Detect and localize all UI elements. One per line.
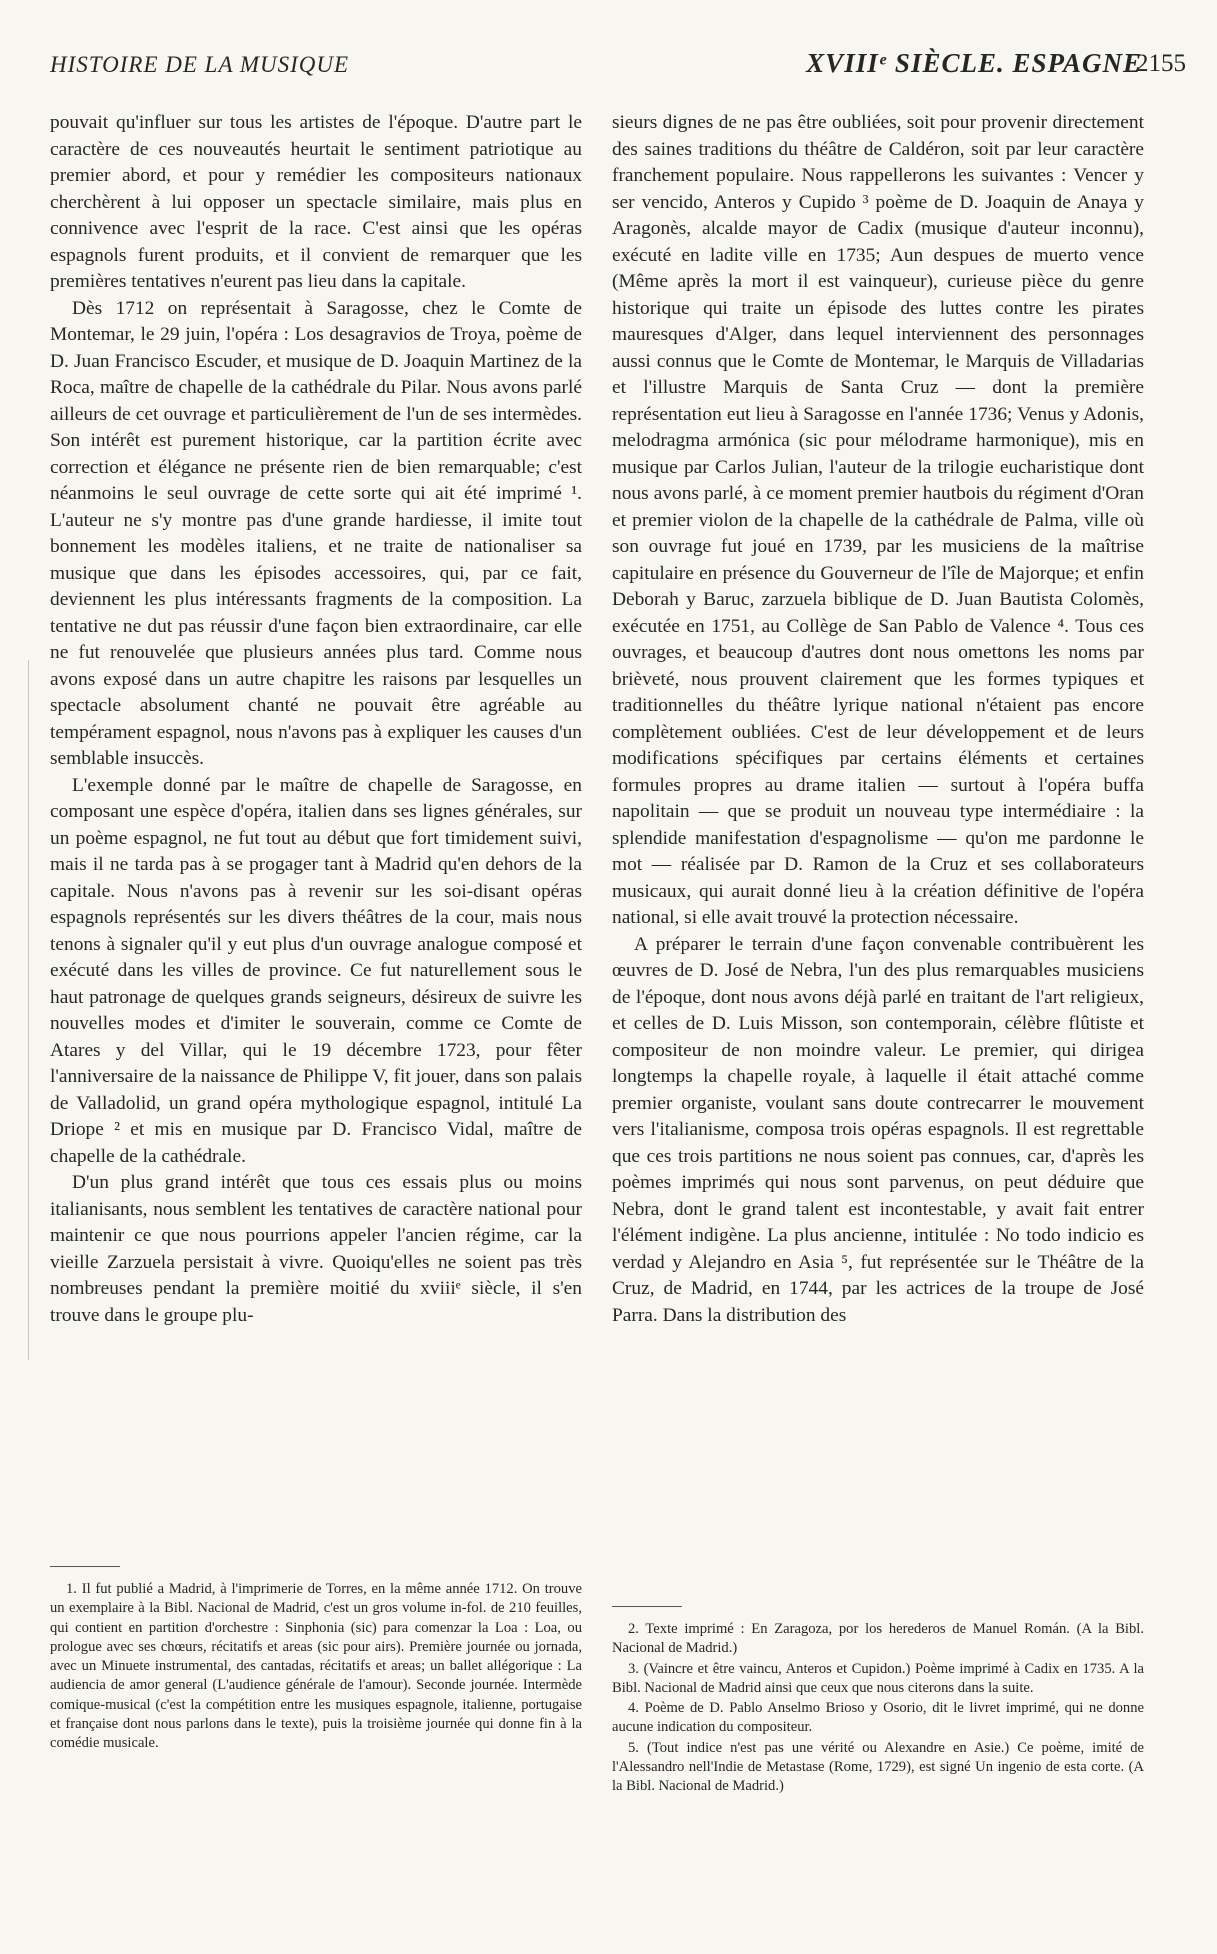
footnote: 5. (Tout indice n'est pas une vérité ou Alexandre en Asie.) Ce poème, imité de l'Alessandro nell'Indie de Metastase (Rome, 1729), est signé Un ingenio de esta corte. (A la Bibl. Nacional de Madrid.) bbox=[612, 1739, 1144, 1795]
running-title-left: HISTOIRE DE LA MUSIQUE bbox=[50, 52, 350, 77]
footnotes-left bbox=[50, 1580, 582, 1755]
footnote-rule-right bbox=[612, 1606, 682, 1607]
paragraph: D'un plus grand intérêt que tous ces essais plus ou moins italianisants, nous semblent les tentatives de caractère national pour maintenir ce que nous pourrions appeler l'ancien régime, car la vieille Zarzuela persistait à vivre. Quoiqu'elles ne soient pas très nombreuses pendant la première moitié du xviiiᵉ siècle, il s'en trouve dans le groupe plu- bbox=[50, 1172, 582, 1326]
footnote-rule-left bbox=[50, 1566, 120, 1567]
page-number: 2155 bbox=[1136, 50, 1186, 77]
paragraph: Dès 1712 on représentait à Saragosse, chez le Comte de Montemar, le 29 juin, l'opéra : Los desagravios de Troya, poème de D. Juan Francisco Escuder, et musique de D. Joaquin Martinez de la Roca, maître de chapelle de la cathédrale du Pilar. Nous avons parlé ailleurs de cet ouvrage et particulièrement de l'un de ses intermèdes. Son intérêt est purement historique, car la partition écrite avec correction et élégance ne présente rien de bien remarquable; c'est néanmoins le seul ouvrage de cette sorte qui ait été imprimé ¹. L'auteur ne s'y montre pas d'une grande hardiesse, il imite tout bonnement les modèles italiens, et ne traite de nationaliser sa musique que dans les épisodes accessoires, qui, par ce fait, deviennent les plus intéressants fragments de la composition. La tentative ne dut pas réussir d'une façon bien extraordinaire, car elle ne fut renouvelée que plusieurs années plus tard. Comme nous avons exposé dans un autre chapitre les raisons par lesquelles un spectacle absolument chanté ne pouvait être agréable au tempérament espagnol, nous n'avons pas à expliquer les causes d'un semblable insuccès. bbox=[50, 297, 582, 769]
footnotes-right bbox=[612, 1620, 1144, 1798]
paragraph: A préparer le terrain d'une façon convenable contribuèrent les œuvres de D. José de Nebra, l'un des plus remarquables musiciens de l'époque, dont nous avons déjà parlé en traitant de l'art religieux, et celles de D. Luis Misson, son contemporain, célèbre flûtiste et compositeur de non moindre valeur. Le premier, qui dirigea longtemps la chapelle royale, à laquelle il était attaché comme premier organiste, voulant sans doute contrecarrer le mouvement vers l'italianisme, composa trois opéras espagnols. Il est regrettable que ces trois partitions ne nous soient pas connues, car, d'après les poèmes imprimés qui nous sont parvenus, on peut déduire que Nebra, dont le grand talent est incontestable, y avait fait entrer l'élément indigène. La plus ancienne, intitulée : No todo indicio es verdad y Alejandro en Asia ⁵, fut représentée sur le Théâtre de la Cruz, de Madrid, en 1744, par les actrices de la troupe de José Parra. Dans la distribution des bbox=[612, 933, 1144, 1326]
paragraph: L'exemple donné par le maître de chapelle de Saragosse, en composant une espèce d'opéra, italien dans ses lignes générales, sur un poème espagnol, ne fut tout au début que fort timidement suivi, mais il ne tarda pas à se progager tant à Madrid qu'en dehors de la capitale. Nous n'avons pas à revenir sur les soi-disant opéras espagnols représentés sur les divers théâtres de la cour, mais nous tenons à signaler qu'il y eut plus d'un ouvrage analogue composé et exécuté dans les villes de province. Ce fut naturellement sous le haut patronage de quelques grands seigneurs, désireux de suivre les nouvelles modes et d'imiter le souverain, comme ce Comte de Atares y del Villar, qui le 19 décembre 1723, pour fêter l'anniversaire de la naissance de Philippe V, fit jouer, dans son palais de Valladolid, un grand opéra mythologique espagnol, intitulé La Driope ² et mis en musique par D. Francisco Vidal, maître de chapelle de la cathédrale. bbox=[50, 774, 582, 1167]
paragraph: pouvait qu'influer sur tous les artistes de l'époque. D'autre part le caractère de ces nouveautés heurtait le sentiment patriotique au premier abord, et pour y remédier les compositeurs nationaux cherchèrent à lui opposer un spectacle similaire, mais plus en connivence avec l'esprit de la race. C'est ainsi que les opéras espagnols furent produits, et il convient de remarquer que les premières tentatives n'eurent pas lieu dans la capitale. bbox=[50, 112, 582, 292]
footnote: 2. Texte imprimé : En Zaragoza, por los herederos de Manuel Román. (A la Bibl. Nacional de Madrid.) bbox=[612, 1621, 1144, 1657]
running-title-right: XVIIIᵉ SIÈCLE. ESPAGNE bbox=[806, 48, 1142, 78]
page-edge-shadow bbox=[28, 660, 29, 1360]
right-column bbox=[612, 110, 1144, 1329]
paragraph: sieurs dignes de ne pas être oubliées, soit pour provenir directement des saines traditions du théâtre de Caldéron, soit par leur caractère franchement populaire. Nous rappellerons les suivantes : Vencer y ser vencido, Anteros y Cupido ³ poème de D. Joaquin de Anaya y Aragonès, alcalde mayor de Cadix (musique d'auteur inconnu), exécuté en ladite ville en 1735; Aun despues de muerto vence (Même après la mort il est vainqueur), curieuse pièce du genre historique qui traite un épisode des luttes contre les pirates mauresques d'Alger, dans lequel interviennent des personnages aussi connus que le Comte de Montemar, le Marquis de Villadarias et l'illustre Marquis de Santa Cruz — dont la première représentation eut lieu à Saragosse en l'année 1736; Venus y Adonis, melodragma armónica (sic pour mélodrame harmonique), mis en musique par Carlos Julian, l'auteur de la trilogie eucharistique dont nous avons parlé, à ce moment premier hautbois du régiment d'Oran et premier violon de la chapelle de la cathédrale de Palma, ville où son ouvrage fut joué en 1739, par les musiciens de la maîtrise capitulaire en présence du Gouverneur de l'île de Majorque; et enfin Deborah y Baruc, zarzuela biblique de D. Juan Bautista Colomès, exécutée en 1751, au Collège de San Pablo de Valence ⁴. Tous ces ouvrages, et beaucoup d'autres dont nous omettons les noms par brièveté, nous prouvent clairement que les formes typiques et traditionnelles du théâtre lyrique national n'étaient pas encore complètement oubliées. C'est de leur développement et de leurs modifications spécifiques par certains éléments et certaines formules propres au drame italien — surtout à l'opéra buffa napolitain — que se produit un nouveau type intermédiaire : la splendide manifestation d'espagnolisme — qu'on me pardonne le mot — réalisée par D. Ramon de la Cruz et ses collaborateurs musicaux, qui aurait donné lieu à la création définitive de l'opéra national, si elle avait trouvé la protection nécessaire. bbox=[612, 112, 1144, 928]
footnote: 1. Il fut publié a Madrid, à l'imprimerie de Torres, en la même année 1712. On trouve un exemplaire à la Bibl. Nacional de Madrid, c'est un gros volume in-fol. de 210 feuilles, qui contient en partition d'orchestre : Sinphonia (sic) para comenzar la Loa : Loa, ou prologue avec ses chœurs, récitatifs et areas (sic pour airs). Première journée ou jornada, avec un Minuete instrumental, des cantadas, récitatifs et areas; un ballet allégorique : La audiencia de amor general (L'audience générale de l'amour). Seconde journée. Intermède comique-musical (c'est la compétition entre les musiques espagnole, italienne, portugaise et française dont nous parlons dans le texte), puis la troisième journée qui donne fin à la comédie musicale. bbox=[50, 1581, 582, 1752]
running-header bbox=[50, 48, 1186, 86]
footnote: 3. (Vaincre et être vaincu, Anteros et Cupidon.) Poème imprimé à Cadix en 1735. A la Bibl. Nacional de Madrid ainsi que ceux que nous citerons dans la suite. bbox=[612, 1660, 1144, 1696]
left-column bbox=[50, 110, 582, 1329]
footnote: 4. Poème de D. Pablo Anselmo Brioso y Osorio, dit le livret imprimé, qui ne donne aucune indication du compositeur. bbox=[612, 1700, 1144, 1736]
